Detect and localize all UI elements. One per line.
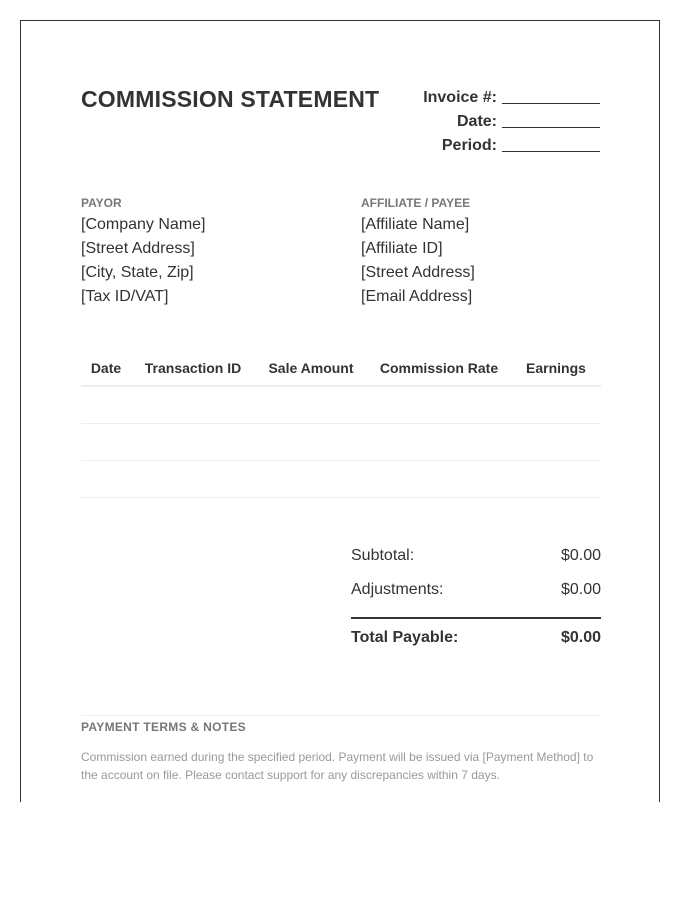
- table-row: [81, 387, 601, 424]
- payment-terms-heading: PAYMENT TERMS & NOTES: [81, 720, 246, 734]
- statement-page: [20, 20, 660, 802]
- column-header-earnings: Earnings: [526, 360, 586, 376]
- invoice-number-row: [340, 83, 600, 107]
- totals-divider: [351, 617, 601, 619]
- table-header: [81, 351, 601, 387]
- date-label: Date:: [456, 113, 497, 130]
- payor-city-state-zip: [City, State, Zip]: [81, 264, 194, 281]
- payee-affiliate-name: [Affiliate Name]: [361, 216, 470, 233]
- payee-affiliate-id: [Affiliate ID]: [361, 240, 443, 257]
- invoice-number-blank: [502, 89, 600, 104]
- column-header-sale-amount: Sale Amount: [268, 360, 354, 376]
- period-row: [340, 131, 600, 155]
- table-row: [81, 461, 601, 498]
- column-header-transaction-id: Transaction ID: [144, 360, 242, 376]
- period-blank: [502, 137, 600, 152]
- adjustments-row: [351, 573, 601, 607]
- payment-terms-section: [81, 715, 601, 784]
- payor-street-address: [Street Address]: [81, 240, 195, 257]
- payee-email-address: [Email Address]: [361, 288, 473, 305]
- payor-heading: PAYOR: [81, 196, 122, 210]
- invoice-meta: [340, 83, 600, 155]
- totals-block: [351, 539, 601, 655]
- total-payable-label: Total Payable:: [351, 629, 459, 646]
- adjustments-value: $0.00: [560, 581, 601, 598]
- column-header-commission-rate: Commission Rate: [379, 360, 499, 376]
- subtotal-row: [351, 539, 601, 573]
- adjustments-label: Adjustments:: [351, 581, 444, 598]
- period-label: Period:: [441, 137, 497, 154]
- payor-company-name: [Company Name]: [81, 216, 206, 233]
- payment-terms-text: Commission earned during the specified period. Payment will be issued via [Payment Method] to the account on file. Please contact support for any discrepancies within 7 days.: [81, 750, 594, 782]
- payor-tax-id: [Tax ID/VAT]: [81, 288, 169, 305]
- invoice-number-label: Invoice #:: [423, 89, 497, 106]
- date-row: [340, 107, 600, 131]
- total-payable-row: [351, 621, 601, 655]
- table-row: [81, 424, 601, 461]
- date-blank: [502, 113, 600, 128]
- subtotal-label: Subtotal:: [351, 547, 415, 564]
- payee-heading: AFFILIATE / PAYEE: [361, 196, 471, 210]
- transactions-table: [81, 351, 601, 498]
- payee-street-address: [Street Address]: [361, 264, 475, 281]
- document-title: COMMISSION STATEMENT: [81, 86, 380, 112]
- subtotal-value: $0.00: [560, 547, 601, 564]
- total-payable-value: $0.00: [560, 629, 601, 646]
- payor-block: [81, 195, 331, 309]
- column-header-date: Date: [90, 360, 122, 376]
- payee-block: [361, 195, 611, 309]
